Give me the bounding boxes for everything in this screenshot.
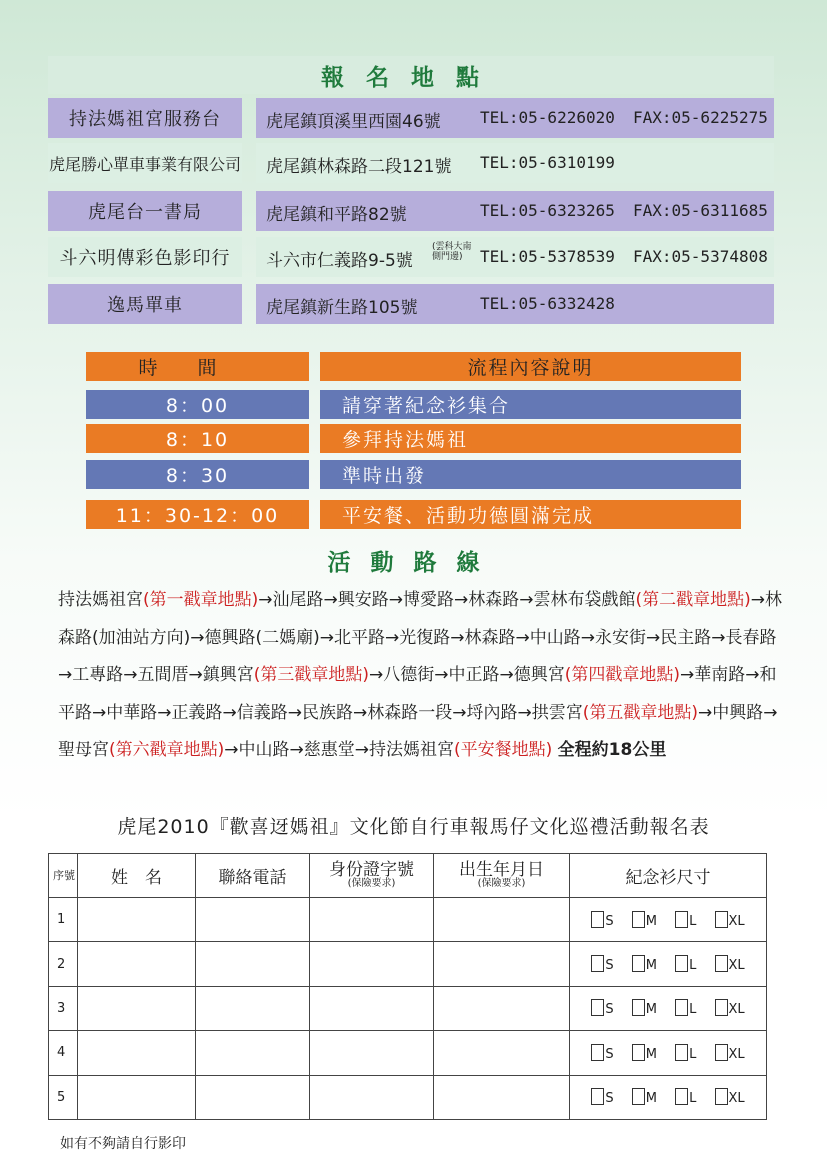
location-address-block [256, 191, 774, 231]
table-row [49, 942, 767, 986]
col-id [310, 854, 434, 898]
birth-cell[interactable] [434, 942, 570, 986]
phone-cell[interactable] [196, 942, 310, 986]
location-address-block [256, 143, 774, 183]
size-checkbox[interactable] [715, 999, 728, 1016]
footnote: 如有不夠請自行影印 [60, 1136, 186, 1152]
size-label: M [645, 1002, 657, 1018]
location-address-block [256, 98, 774, 138]
location-name: 斗六明傳彩色影印行 [48, 237, 242, 277]
size-checkbox[interactable] [632, 1088, 645, 1105]
location-name: 虎尾台一書局 [48, 191, 242, 231]
size-checkbox[interactable] [591, 1044, 604, 1061]
schedule-time-header: 時間 [86, 352, 309, 381]
col-birth-label: 出生年月日 [459, 859, 544, 880]
location-address: 虎尾鎮新生路105號 [266, 298, 418, 318]
row-number: 1 [49, 898, 78, 942]
location-tel: TEL:05-6310199 [480, 153, 615, 172]
size-label: M [645, 1091, 657, 1107]
size-label: S [605, 913, 614, 929]
phone-cell[interactable] [196, 986, 310, 1030]
route-segment: →汕尾路→興安路→博愛路→林森路→雲林布袋戲館 [258, 590, 636, 610]
col-seq: 序號 [49, 854, 78, 898]
size-label: M [645, 958, 657, 974]
id-cell[interactable] [310, 942, 434, 986]
location-row [48, 237, 774, 277]
size-checkbox[interactable] [675, 955, 688, 972]
size-label: M [645, 1046, 657, 1062]
location-row [48, 284, 774, 324]
table-row [49, 1075, 767, 1119]
phone-cell[interactable] [196, 1031, 310, 1075]
location-name: 持法媽祖宮服務台 [48, 98, 242, 138]
route-title: 活動路線 [327, 550, 500, 576]
row-number: 2 [49, 942, 78, 986]
size-label: L [689, 913, 697, 929]
size-checkbox[interactable] [632, 1044, 645, 1061]
size-label: M [645, 913, 657, 929]
col-id-note: (保險要求) [347, 877, 396, 889]
location-address: 虎尾鎮和平路82號 [266, 205, 407, 225]
schedule-desc-header: 流程內容說明 [320, 352, 741, 381]
stamp-point: (第三戳章地點) [253, 665, 369, 685]
shirt-size-cell [570, 942, 767, 986]
route-segment: 持法媽祖宮 [58, 590, 143, 610]
route-segment: →華南路→和平路→中華路→正義路→信義路→民族路→林森路一段→埒內路→拱雲宮 [58, 665, 777, 723]
name-cell[interactable] [78, 898, 196, 942]
size-checkbox[interactable] [591, 911, 604, 928]
location-row [48, 143, 774, 183]
shirt-size-cell [570, 1075, 767, 1119]
stamp-point: (第六戳章地點) [109, 740, 225, 760]
size-label: L [689, 1091, 697, 1107]
row-number: 3 [49, 986, 78, 1030]
locations-title: 報名地點 [48, 56, 774, 94]
table-row [49, 986, 767, 1030]
birth-cell[interactable] [434, 898, 570, 942]
location-tel: TEL:05-6332428 [480, 294, 615, 313]
location-fax: FAX:05-6311685 [633, 201, 768, 220]
phone-cell[interactable] [196, 1075, 310, 1119]
schedule-time: 8：10 [86, 424, 309, 453]
location-address: 虎尾鎮頂溪里西園46號 [266, 112, 441, 132]
size-label: S [605, 958, 614, 974]
name-cell[interactable] [78, 986, 196, 1030]
size-checkbox[interactable] [591, 955, 604, 972]
size-label: XL [728, 1046, 745, 1062]
location-address-block [256, 237, 774, 277]
col-id-label: 身份證字號 [329, 859, 414, 880]
route-total-distance: 全程約18公里 [557, 740, 667, 760]
size-checkbox[interactable] [675, 911, 688, 928]
location-tel: TEL:05-6323265 [480, 201, 615, 220]
location-address-note: (雲科大南側門邊) [432, 242, 472, 262]
stamp-point: (第二戳章地點) [635, 590, 751, 610]
schedule-desc: 請穿著紀念衫集合 [320, 390, 741, 419]
location-name: 逸馬單車 [48, 284, 242, 324]
form-title: 虎尾2010『歡喜迓媽祖』文化節自行車報馬仔文化巡禮活動報名表 [117, 816, 710, 838]
size-label: XL [728, 913, 745, 929]
stamp-point: (第一戳章地點) [143, 590, 259, 610]
name-cell[interactable] [78, 1075, 196, 1119]
route-segment: →林森路(加油站方向)→德興路(二媽廟)→北平路→光復路→林森路→中山路→永安街→民主路→長春路→工專路→五間厝→鎮興宮 [58, 590, 783, 685]
id-cell[interactable] [310, 1075, 434, 1119]
location-row [48, 191, 774, 231]
birth-cell[interactable] [434, 1031, 570, 1075]
stamp-point: (第五戳章地點) [582, 702, 698, 723]
location-tel: TEL:05-6226020 [480, 108, 615, 127]
schedule-time: 11：30-12：00 [86, 500, 309, 529]
size-checkbox[interactable] [632, 911, 645, 928]
location-fax: FAX:05-5374808 [633, 247, 768, 266]
size-checkbox[interactable] [675, 999, 688, 1016]
route-segment: →中山路→慈惠堂→持法媽祖宮 [224, 740, 454, 760]
route-segment: →中興路→聖母宮 [58, 702, 778, 760]
name-cell[interactable] [78, 942, 196, 986]
size-checkbox[interactable] [591, 1088, 604, 1105]
stamp-point: (第四戳章地點) [564, 665, 680, 685]
shirt-size-cell [570, 986, 767, 1030]
col-phone: 聯絡電話 [196, 854, 310, 898]
shirt-size-cell [570, 898, 767, 942]
row-number: 4 [49, 1031, 78, 1075]
table-row [49, 898, 767, 942]
size-checkbox[interactable] [632, 955, 645, 972]
birth-cell[interactable] [434, 986, 570, 1030]
location-tel: TEL:05-5378539 [480, 247, 615, 266]
size-checkbox[interactable] [675, 1088, 688, 1105]
col-name: 姓 名 [78, 854, 196, 898]
size-label: S [605, 1046, 614, 1062]
col-shirt: 紀念衫尺寸 [570, 854, 767, 898]
row-number: 5 [49, 1075, 78, 1119]
location-name: 虎尾勝心單車事業有限公司 [48, 143, 242, 183]
schedule-time: 8：00 [86, 390, 309, 419]
schedule-desc: 平安餐、活動功德圓滿完成 [320, 500, 741, 529]
birth-cell[interactable] [434, 1075, 570, 1119]
id-cell[interactable] [310, 898, 434, 942]
location-address-block [256, 284, 774, 324]
route-description [58, 582, 788, 770]
schedule-desc: 參拜持法媽祖 [320, 424, 741, 453]
shirt-size-cell [570, 1031, 767, 1075]
size-label: L [689, 958, 697, 974]
size-checkbox[interactable] [715, 1088, 728, 1105]
meal-point: (平安餐地點) [454, 740, 553, 760]
id-cell[interactable] [310, 986, 434, 1030]
size-checkbox[interactable] [715, 955, 728, 972]
size-checkbox[interactable] [715, 1044, 728, 1061]
size-checkbox[interactable] [632, 999, 645, 1016]
size-checkbox[interactable] [675, 1044, 688, 1061]
size-label: L [689, 1002, 697, 1018]
size-label: XL [728, 1002, 745, 1018]
col-birth-note: (保險要求) [477, 877, 526, 889]
location-address: 虎尾鎮林森路二段121號 [266, 157, 452, 177]
size-label: S [605, 1091, 614, 1107]
location-address: 斗六市仁義路9-5號 [266, 251, 413, 271]
location-row [48, 98, 774, 138]
schedule-desc: 準時出發 [320, 460, 741, 489]
name-cell[interactable] [78, 1031, 196, 1075]
registration-table [48, 853, 767, 1120]
size-label: XL [728, 958, 745, 974]
size-label: L [689, 1046, 697, 1062]
size-label: XL [728, 1091, 745, 1107]
phone-cell[interactable] [196, 898, 310, 942]
schedule-time: 8：30 [86, 460, 309, 489]
col-birth [434, 854, 570, 898]
table-header-row [49, 854, 767, 898]
route-segment: →八德街→中正路→德興宮 [369, 665, 565, 685]
size-checkbox[interactable] [715, 911, 728, 928]
table-row [49, 1031, 767, 1075]
id-cell[interactable] [310, 1031, 434, 1075]
size-label: S [605, 1002, 614, 1018]
location-fax: FAX:05-6225275 [633, 108, 768, 127]
size-checkbox[interactable] [591, 999, 604, 1016]
